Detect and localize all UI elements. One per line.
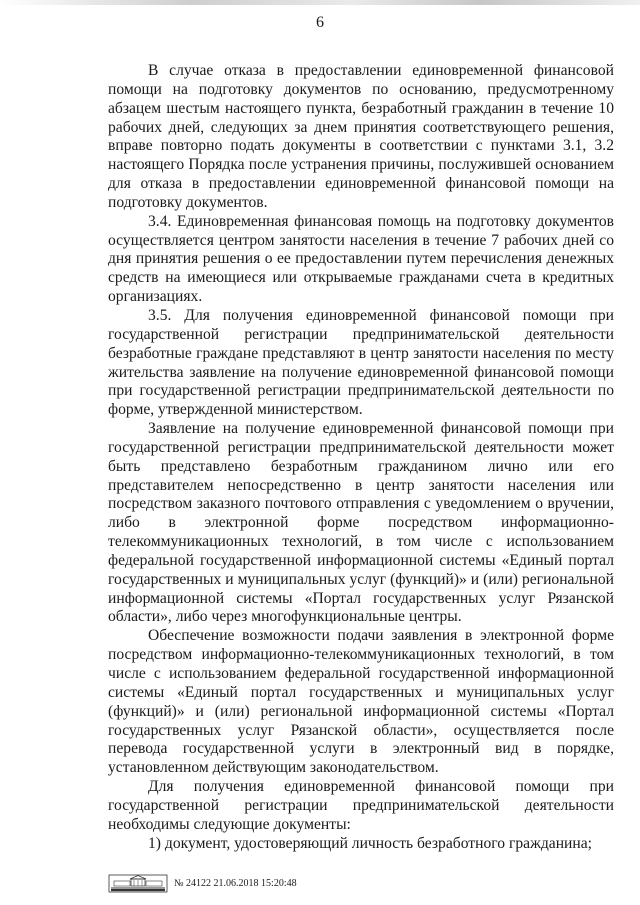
footer-stamp (108, 872, 297, 894)
paragraph-application: Заявление на получение единовременной финансовой помощи при государственной регистрации предпринимательской деятельности может быть представлено безработным гражданином лично или его представителем непосредственно в центр занятости населения или посредством заказного почтового отправления с уведомлением о вручении, либо в электронной форме посредством информационно-телекоммуникационных технологий, в том числе с использованием федеральной государственной информационной системы «Единый портал государственных и муниципальных услуг (функций)» и (или) региональной информационной системы «Портал государственных услуг Рязанской области», либо через многофункциональные центры. (108, 420, 614, 626)
paragraph-required-documents: Для получения единовременной финансовой помощи при государственной регистрации предпринимательской деятельности необходимы следующие документы: (108, 778, 614, 833)
document-stamp-text: № 24122 21.06.2018 15:20:48 (174, 877, 297, 889)
paragraph-3-5: 3.5. Для получения единовременной финансовой помощи при государственной регистрации предпринимательской деятельности безработные граждане представляют в центр занятости населения по месту жительства заявление на получение единовременной финансовой помощи при государственной регистрации предпринимательской деятельности по форме, утвержденной министерством. (108, 306, 614, 419)
scan-edge (0, 0, 640, 5)
government-building-logo-icon (108, 873, 168, 893)
list-item-identity-document: 1) документ, удостоверяющий личность безработного гражданина; (148, 834, 592, 852)
paragraph-3-4: 3.4. Единовременная финансовая помощь на подготовку документов осуществляется центром занятости населения в течение 7 рабочих дней со дня принятия решения о ее предоставлении путем перечисления денежных средств на имеющиеся или открываемые гражданами счета в кредитных организациях. (108, 212, 614, 306)
paragraph-electronic-submission: Обеспечение возможности подачи заявления в электронной форме посредством информационно-телекоммуникационных технологий, в том числе с использованием федеральной государственной информационной системы «Единый портал государственных и муниципальных услуг (функций)» и (или) региональной информационной системы «Портал государственных услуг Рязанской области», осуществляется после перевода государственной услуги в электронный вид в порядке, установленном действующим законодательством. (108, 627, 614, 777)
page-number: 6 (316, 14, 324, 31)
document-body (108, 62, 614, 853)
paragraph-refusal: В случае отказа в предоставлении единовременной финансовой помощи на подготовку документов по основанию, предусмотренному абзацем шестым настоящего пункта, безработный гражданин в течение 10 рабочих дней, следующих за днем принятия соответствующего решения, вправе повторно подать документы в соответствии с пунктами 3.1, 3.2 настоящего Порядка после устранения причины, послужившей основанием для отказа в предоставлении единовременной финансовой помощи на подготовку документов. (108, 62, 614, 211)
